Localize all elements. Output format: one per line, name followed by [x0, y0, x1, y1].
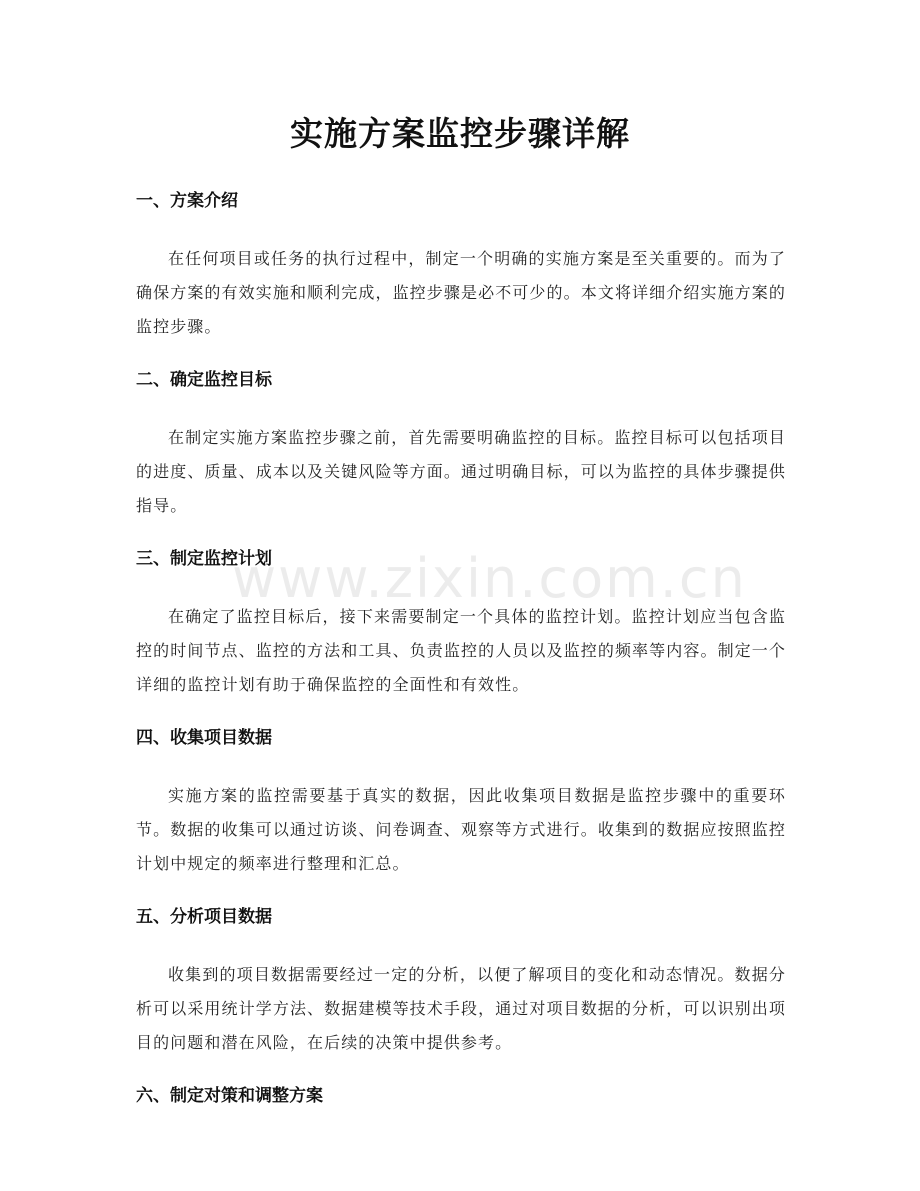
- section-heading: 五、分析项目数据: [136, 907, 272, 927]
- section-paragraph: 实施方案的监控需要基于真实的数据，因此收集项目数据是监控步骤中的重要环节。数据的收集可以通过访谈、问卷调查、观察等方式进行。收集到的数据应按照监控计划中规定的频率进行整理和汇总。: [136, 786, 786, 873]
- section-heading: 六、制定对策和调整方案: [136, 1086, 323, 1106]
- section-heading: 四、收集项目数据: [136, 728, 272, 748]
- section-paragraph: 在确定了监控目标后，接下来需要制定一个具体的监控计划。监控计划应当包含监控的时间节点、监控的方法和工具、负责监控的人员以及监控的频率等内容。制定一个详细的监控计划有助于确保监控的全面性和有效性。: [136, 607, 786, 694]
- section-countermeasures: [136, 1081, 786, 1111]
- section-monitoring-plan: [136, 544, 786, 723]
- section-paragraph: 在任何项目或任务的执行过程中，制定一个明确的实施方案是至关重要的。而为了确保方案的有效实施和顺利完成，监控步骤是必不可少的。本文将详细介绍实施方案的监控步骤。: [136, 249, 786, 336]
- watermark-text: www.zixin.com.cn: [232, 547, 747, 610]
- page-title: 实施方案监控步骤详解: [290, 114, 630, 153]
- section-analyze-data: [136, 902, 786, 1081]
- section-paragraph: 在制定实施方案监控步骤之前，首先需要明确监控的目标。监控目标可以包括项目的进度、质量、成本以及关键风险等方面。通过明确目标，可以为监控的具体步骤提供指导。: [136, 428, 786, 515]
- section-collect-data: [136, 723, 786, 902]
- section-heading: 三、制定监控计划: [136, 549, 272, 569]
- document-content: [136, 186, 786, 1111]
- section-heading: 二、确定监控目标: [136, 370, 272, 390]
- section-monitoring-goals: [136, 365, 786, 544]
- section-paragraph: 收集到的项目数据需要经过一定的分析，以便了解项目的变化和动态情况。数据分析可以采用统计学方法、数据建模等技术手段，通过对项目数据的分析，可以识别出项目的问题和潜在风险，在后续的决策中提供参考。: [136, 965, 786, 1052]
- section-heading: 一、方案介绍: [136, 191, 238, 211]
- section-intro: [136, 186, 786, 365]
